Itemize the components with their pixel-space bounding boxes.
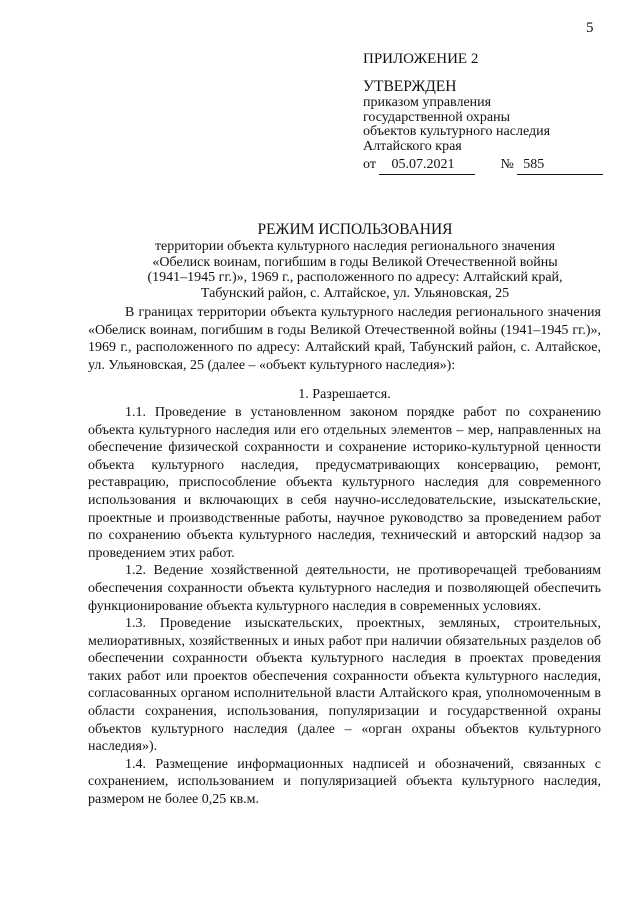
order-date: 05.07.2021 [379, 156, 475, 175]
title-sub-line: территории объекта культурного наследия регионального значения [154, 239, 556, 254]
approved-heading: УТВЕРЖДЕН [363, 78, 457, 95]
section-heading: 1. Разрешается. [298, 387, 391, 403]
page-number: 5 [586, 20, 594, 36]
document-title [80, 221, 630, 301]
appendix-label: ПРИЛОЖЕНИЕ 2 [363, 51, 479, 67]
number-label: № [500, 157, 514, 172]
approved-line: Алтайского края [363, 138, 462, 154]
intro-paragraph: В границах территории объекта культурного наследия регионального значения «Обелиск воинам, погибшим в годы Великой Отечественной войны (1941–1945 гг.)», 1969 г., расположенного по адресу: Алтайский край, Табунский район, с. Алтайское, ул. Ульяновская, 25 (далее – «объект культурного наследия»): [88, 305, 601, 373]
title-main: РЕЖИМ ИСПОЛЬЗОВАНИЯ [257, 221, 453, 238]
clause-1-2: 1.2. Ведение хозяйственной деятельности, не противоречащей требованиям обеспечения сохранности объекта культурного наследия и позволяющей обеспечить функционирование объекта культурного наследия в современных условиях. [88, 563, 601, 614]
title-sub-line: (1941–1945 гг.)», 1969 г., расположенного по адресу: Алтайский край, [147, 270, 563, 286]
from-label: от [363, 157, 376, 172]
clause-1-4: 1.4. Размещение информационных надписей и обозначений, связанных с сохранением, использованием и популяризацией объекта культурного наследия, размером не более 0,25 кв.м. [88, 756, 601, 808]
order-number: 585 [517, 156, 603, 175]
clause-1-3: 1.3. Проведение изыскательских, проектных, земляных, строительных, мелиоративных, хозяйственных и иных работ при наличии обязательных разделов об обеспечении сохранности объекта культурного наследия в проектах проведения таких работ или проектов обеспечения сохранности объекта культурного наследия, согласованных органом исполнительной власти Алтайского края, уполномоченным в области сохранения, использования, популяризации и государственной охраны объектов культурного наследия (далее – «орган охраны объектов культурного наследия»). [88, 616, 601, 755]
title-sub-line: Табунский район, с. Алтайское, ул. Ульяновская, 25 [200, 285, 510, 301]
clause-1-1: 1.1. Проведение в установленном законом порядке работ по сохранению объекта культурного наследия или его отдельных элементов – мер, направленных на обеспечение физической сохранности и сохранение историко-культурной ценности объекта культурного наследия, предусматривающих консервацию, ремонт, реставрацию, приспособление объекта культурного наследия для современного использования и включающих в себя научно-исследовательские, изыскательские, проектные и производственные работы, научное руководство за проведением работ по сохранению объекта культурного наследия, технический и авторский надзор за проведением этих работ. [88, 404, 601, 561]
document-body [88, 304, 601, 809]
approved-line: объектов культурного наследия [363, 124, 551, 139]
approval-block [363, 78, 603, 175]
order-date-number [363, 156, 603, 175]
approved-line: приказом управления [363, 95, 492, 110]
approved-line: государственной охраны [363, 109, 511, 125]
title-sub-line: «Обелиск воинам, погибшим в годы Великой Отечественной войны [152, 254, 558, 270]
